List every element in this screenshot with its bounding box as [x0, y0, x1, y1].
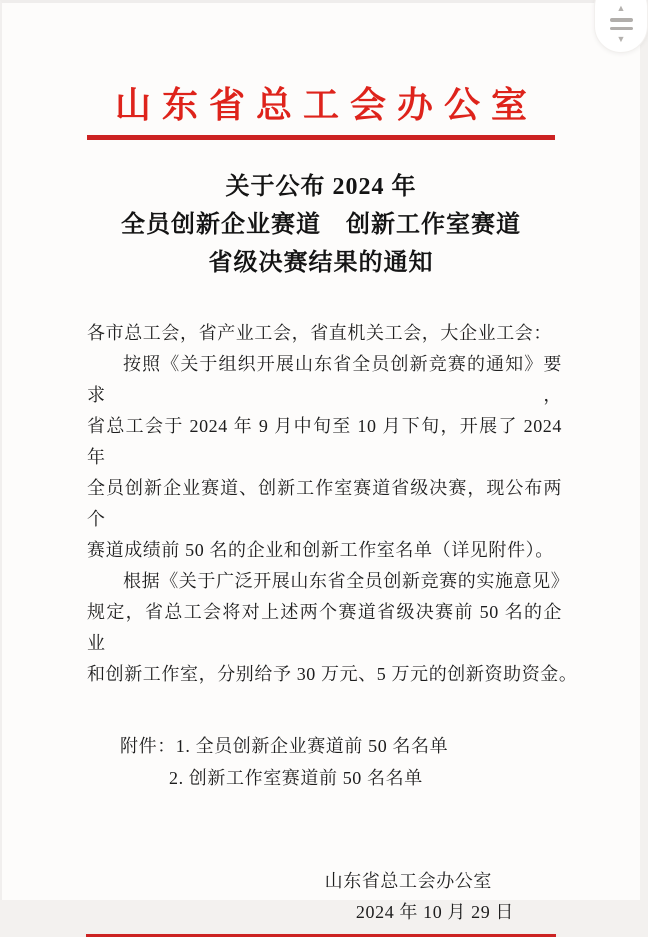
scroll-navigator[interactable] [594, 0, 648, 53]
document-body [2, 318, 640, 690]
body-line: 规定，省总工会将对上述两个赛道省级决赛前 50 名的企业 [87, 602, 562, 653]
letterhead-rule [87, 135, 555, 140]
attachment-line-1: 附件：1. 全员创新企业赛道前 50 名名单 [120, 736, 449, 756]
attachments-block [2, 730, 640, 794]
scroll-down-icon[interactable]: ▼ [616, 34, 626, 44]
body-line: 省总工会于 2024 年 9 月中旬至 10 月下旬，开展了 2024 年 [87, 416, 562, 467]
body-line: 和创新工作室，分别给予 30 万元、5 万元的创新资助资金。 [87, 664, 578, 684]
body-line: 根据《关于广泛开展山东省全员创新竞赛的实施意见》 [123, 571, 570, 591]
signature-date: 2024 年 10 月 29 日 [355, 902, 514, 922]
body-line: 按照《关于组织开展山东省全员创新竞赛的通知》要求， [87, 354, 562, 405]
letterhead-title: 山东省总工会办公室 [114, 85, 538, 125]
scroll-up-icon[interactable]: ▲ [616, 3, 626, 13]
scroll-grip-icon[interactable] [610, 18, 633, 30]
salutation-line: 各市总工会，省产业工会，省直机关工会，大企业工会： [87, 323, 552, 343]
body-line: 全员创新企业赛道、创新工作室赛道省级决赛，现公布两个 [87, 478, 562, 529]
body-line: 赛道成绩前 50 名的企业和创新工作室名单（详见附件）。 [87, 540, 554, 560]
title-line-1: 关于公布 2024 年 [225, 174, 417, 200]
signature-org: 山东省总工会办公室 [324, 871, 492, 891]
signature-block [2, 866, 640, 929]
title-line-3: 省级决赛结果的通知 [208, 250, 434, 276]
document-title [2, 168, 640, 282]
attachment-line-2: 2. 创新工作室赛道前 50 名名单 [169, 768, 423, 788]
title-line-2: 全员创新企业赛道 创新工作室赛道 [121, 212, 521, 238]
